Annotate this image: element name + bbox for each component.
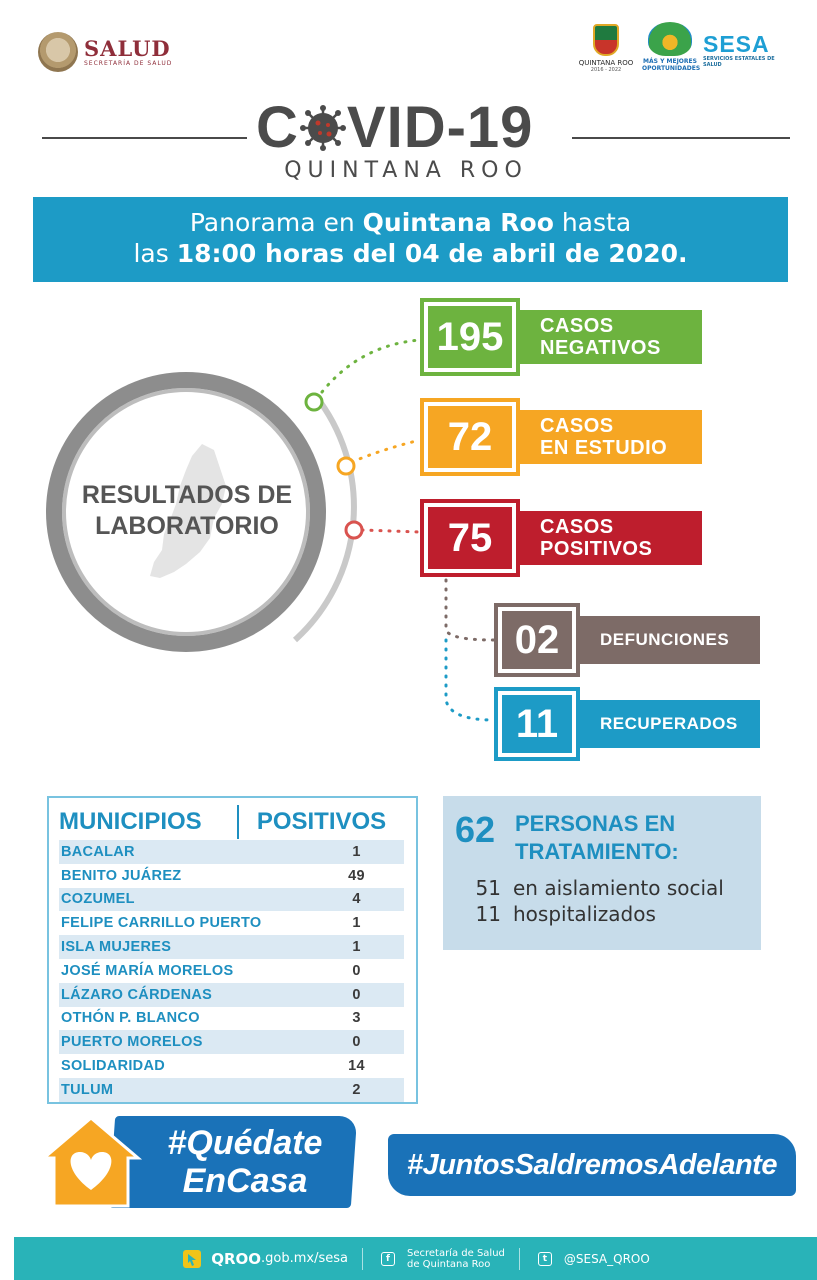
stat-negativos (420, 298, 702, 376)
stat-label (580, 616, 760, 664)
table-row (59, 911, 404, 935)
banner-datetime: 18:00 horas del 04 de abril de 2020. (176, 239, 688, 268)
municipio-name: PUERTO MORELOS (61, 1034, 203, 1051)
banner-line-2 (33, 238, 788, 269)
stat-label-line: EN ESTUDIO (540, 437, 668, 459)
municipio-name: COZUMEL (61, 891, 135, 908)
stat-number-box (420, 398, 520, 476)
stat-recuperados (494, 685, 760, 763)
municipio-name: TULUM (61, 1081, 114, 1098)
title-divider-right (572, 137, 790, 139)
stat-defunciones (494, 601, 760, 679)
stat-label-line: CASOS (540, 516, 614, 538)
lab-line-1: RESULTADOS DE (81, 481, 293, 509)
stat-en-estudio (420, 398, 702, 476)
municipio-name: SOLIDARIDAD (61, 1058, 165, 1075)
table-row (59, 983, 404, 1007)
lab-line-2: LABORATORIO (95, 512, 279, 540)
stat-label-line: CASOS (540, 415, 614, 437)
municipio-value: 0 (352, 962, 361, 979)
municipio-name: ISLA MUJERES (61, 939, 172, 956)
municipio-value: 1 (352, 939, 361, 956)
municipios-table (47, 796, 418, 1104)
qroo-years: 2016 - 2022 (590, 67, 622, 73)
tratamiento-title-line: TRATAMIENTO: (515, 839, 679, 864)
stat-label-line: CASOS (540, 315, 614, 337)
footer-website[interactable] (181, 1248, 348, 1270)
banner-text: Panorama en (189, 208, 363, 237)
stat-label (520, 310, 702, 364)
covid-title (256, 95, 566, 160)
tratamiento-item (455, 902, 761, 926)
date-banner (33, 197, 788, 282)
sesa-subtitle: SERVICIOS ESTATALES DE SALUD (703, 56, 775, 68)
mexico-seal-icon (38, 32, 78, 72)
stat-label-line: RECUPERADOS (600, 714, 738, 733)
header-positivos: POSITIVOS (256, 808, 387, 835)
qroo-name: QUINTANA ROO (578, 59, 634, 67)
salud-subtitle: SECRETARÍA DE SALUD (84, 59, 173, 67)
table-row (59, 935, 404, 959)
table-row (59, 840, 404, 864)
tratamiento-title (515, 810, 679, 866)
tratamiento-item-value: 51 (475, 876, 501, 900)
stat-label (520, 511, 702, 565)
sesa-title: SESA (703, 31, 770, 57)
footer-facebook[interactable] (377, 1248, 505, 1270)
facebook-line-2: de Quintana Roo (406, 1258, 491, 1270)
stat-value: 11 (515, 701, 559, 746)
quintana-roo-logo (578, 24, 634, 78)
municipio-name: BENITO JUÁREZ (61, 867, 182, 884)
banner-text: las (133, 239, 177, 268)
covid-title-c: C (256, 95, 299, 160)
footer-divider (519, 1248, 520, 1270)
header-municipios: MUNICIPIOS (59, 805, 239, 839)
stat-label (580, 700, 760, 748)
municipio-value: 49 (348, 867, 365, 884)
municipio-name: FELIPE CARRILLO PUERTO (61, 915, 262, 932)
stat-value: 195 (436, 314, 504, 359)
table-row (59, 959, 404, 983)
table-body (59, 840, 404, 1102)
municipio-value: 2 (352, 1081, 361, 1098)
table-header (59, 804, 404, 840)
table-row (59, 1030, 404, 1054)
website-rest: .gob.mx/sesa (261, 1251, 348, 1266)
stat-value: 75 (447, 515, 493, 560)
municipio-name: LÁZARO CÁRDENAS (61, 986, 213, 1003)
stat-label-line: POSITIVOS (540, 538, 653, 560)
footer-bar (14, 1237, 817, 1280)
qroo-shield-icon (593, 24, 619, 56)
banner-state: Quintana Roo (362, 208, 554, 237)
stat-label (520, 410, 702, 464)
stat-value: 72 (447, 414, 493, 459)
stat-number-box (420, 499, 520, 577)
municipio-value: 0 (352, 986, 361, 1003)
stat-number-box (494, 687, 580, 761)
twitter-handle: @SESA_QROO (563, 1251, 650, 1266)
footer-twitter[interactable] (534, 1248, 650, 1270)
oportunidades-logo (642, 22, 701, 78)
municipio-value: 4 (352, 891, 361, 908)
tratamiento-panel (443, 796, 761, 950)
salud-title: SALUD (84, 35, 171, 61)
table-row (59, 888, 404, 912)
stat-value: 02 (514, 617, 560, 662)
municipio-value: 14 (348, 1058, 365, 1075)
tratamiento-item-label: hospitalizados (513, 902, 656, 926)
tree-icon (648, 22, 692, 56)
house-heart-icon (36, 1112, 146, 1212)
quedate-line-1: #Quédate (167, 1124, 323, 1162)
tratamiento-item-label: en aislamiento social (513, 876, 724, 900)
stat-number-box (420, 298, 520, 376)
covid-subtitle: QUINTANA ROO (284, 158, 528, 183)
table-row (59, 1007, 404, 1031)
juntos-hashtag: #JuntosSaldremosAdelante (388, 1134, 796, 1196)
tratamiento-title-line: PERSONAS EN (515, 811, 676, 836)
stat-number-box (494, 603, 580, 677)
banner-line-1 (33, 207, 788, 238)
municipio-value: 1 (352, 843, 361, 860)
banner-text: hasta (553, 208, 632, 237)
cursor-icon (181, 1248, 203, 1270)
oportunidades-text: MÁS Y MEJORES OPORTUNIDADES (642, 58, 701, 72)
tratamiento-total: 62 (455, 809, 496, 850)
title-divider-left (42, 137, 247, 139)
quedate-hashtag (140, 1124, 350, 1200)
salud-logo (38, 30, 188, 74)
stat-label-line: NEGATIVOS (540, 337, 661, 359)
coronavirus-icon (300, 105, 346, 151)
municipio-name: JOSÉ MARÍA MORELOS (61, 962, 234, 979)
twitter-icon: t (534, 1248, 556, 1270)
facebook-line-1: Secretaría de Salud (406, 1247, 505, 1259)
tratamiento-item-value: 11 (475, 902, 501, 926)
table-row (59, 1078, 404, 1102)
municipio-value: 1 (352, 915, 361, 932)
table-row (59, 1054, 404, 1078)
stat-positivos (420, 499, 702, 577)
quedate-line-2: EnCasa (182, 1162, 308, 1200)
stat-label-line: DEFUNCIONES (600, 630, 730, 649)
municipio-name: OTHÓN P. BLANCO (61, 1010, 200, 1027)
municipio-value: 0 (352, 1034, 361, 1051)
website-bold: QROO (211, 1249, 261, 1268)
lab-results-label (62, 480, 312, 542)
covid-title-rest: VID-19 (346, 95, 534, 160)
facebook-icon: f (377, 1248, 399, 1270)
tratamiento-item (455, 876, 761, 900)
municipio-name: BACALAR (61, 843, 135, 860)
footer-divider (362, 1248, 363, 1270)
table-row (59, 864, 404, 888)
sesa-logo (703, 32, 793, 72)
municipio-value: 3 (352, 1010, 361, 1027)
